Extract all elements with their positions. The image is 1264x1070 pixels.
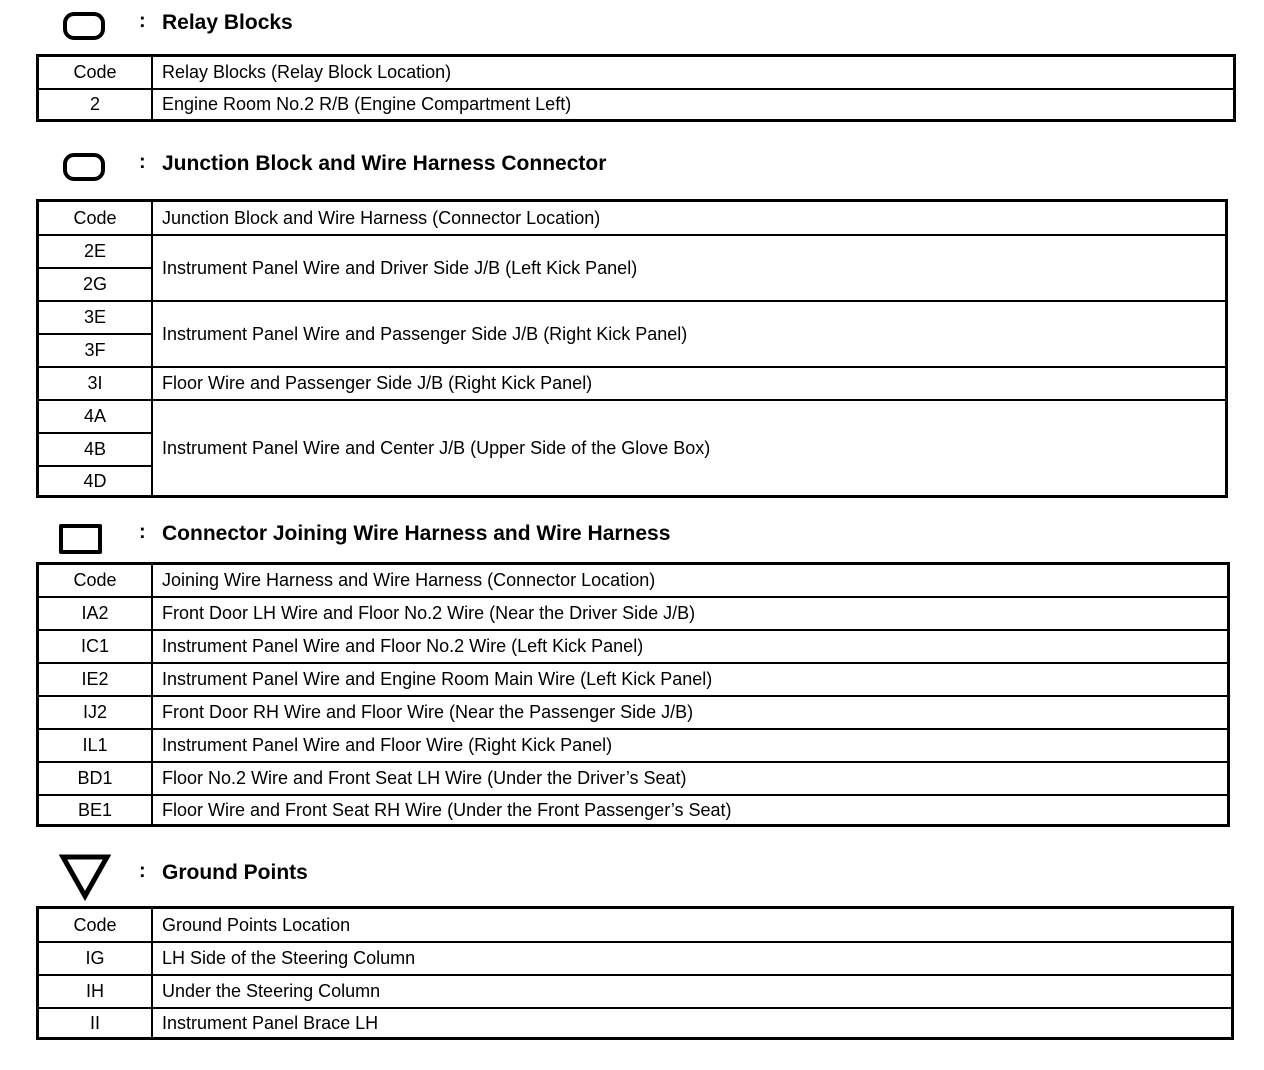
code-cell: 2E [38,235,153,268]
location-cell: Instrument Panel Wire and Floor No.2 Wire (Left Kick Panel) [152,630,1229,663]
junction-block-table [36,199,1228,498]
code-header-cell: Code [38,56,153,89]
section-title: Junction Block and Wire Harness Connector [162,152,607,175]
table-row [38,301,1227,334]
location-cell: LH Side of the Steering Column [152,942,1233,975]
rounded-oval-icon [63,153,105,181]
location-cell: Instrument Panel Wire and Driver Side J/B (Left Kick Panel) [152,235,1227,301]
separator-colon: : [139,151,146,173]
code-cell: IC1 [38,630,153,663]
table-header-row [38,56,1235,89]
section-header-ground-points [0,852,1264,902]
code-cell: IA2 [38,597,153,630]
code-cell: II [38,1008,153,1039]
relay-blocks-table [36,54,1236,122]
table-row [38,1008,1233,1039]
code-cell: IL1 [38,729,153,762]
code-header-cell: Code [38,564,153,597]
table-row [38,975,1233,1008]
location-cell: Engine Room No.2 R/B (Engine Compartment Left) [152,89,1235,121]
table-row [38,696,1229,729]
separator-colon: : [139,521,146,543]
table-row [38,942,1233,975]
location-header-cell: Relay Blocks (Relay Block Location) [152,56,1235,89]
table-row [38,400,1227,433]
code-cell: BD1 [38,762,153,795]
section-header-connector-joining [0,517,1264,557]
code-cell: 4D [38,466,153,497]
table-row [38,89,1235,121]
section-title: Ground Points [162,861,308,884]
location-header-cell: Ground Points Location [152,908,1233,942]
ground-points-table [36,906,1234,1040]
code-header-cell: Code [38,908,153,942]
section-title: Relay Blocks [162,11,293,34]
table-row [38,367,1227,400]
location-cell: Front Door LH Wire and Floor No.2 Wire (Near the Driver Side J/B) [152,597,1229,630]
location-cell: Instrument Panel Wire and Center J/B (Upper Side of the Glove Box) [152,400,1227,497]
code-header-cell: Code [38,201,153,235]
table-row [38,597,1229,630]
location-cell: Front Door RH Wire and Floor Wire (Near the Passenger Side J/B) [152,696,1229,729]
table-header-row [38,564,1229,597]
location-header-cell: Junction Block and Wire Harness (Connector Location) [152,201,1227,235]
table-row [38,235,1227,268]
code-cell: 2G [38,268,153,301]
code-cell: IH [38,975,153,1008]
code-cell: 2 [38,89,153,121]
table-header-row [38,201,1227,235]
separator-colon: : [139,10,146,32]
table-row [38,630,1229,663]
location-cell: Instrument Panel Wire and Passenger Side J/B (Right Kick Panel) [152,301,1227,367]
code-cell: 3I [38,367,153,400]
separator-colon: : [139,860,146,882]
section-header-junction-block [0,146,1264,186]
code-cell: 4B [38,433,153,466]
code-cell: 3E [38,301,153,334]
code-cell: 4A [38,400,153,433]
rounded-oval-icon [63,12,105,40]
section-title: Connector Joining Wire Harness and Wire Harness [162,522,671,545]
table-row [38,795,1229,826]
code-cell: IG [38,942,153,975]
ground-triangle-icon [59,853,111,901]
location-cell: Floor Wire and Front Seat RH Wire (Under the Front Passenger’s Seat) [152,795,1229,826]
location-cell: Floor Wire and Passenger Side J/B (Right Kick Panel) [152,367,1227,400]
location-cell: Instrument Panel Wire and Floor Wire (Right Kick Panel) [152,729,1229,762]
location-cell: Instrument Panel Wire and Engine Room Main Wire (Left Kick Panel) [152,663,1229,696]
location-cell: Under the Steering Column [152,975,1233,1008]
code-cell: IJ2 [38,696,153,729]
table-row [38,663,1229,696]
location-header-cell: Joining Wire Harness and Wire Harness (Connector Location) [152,564,1229,597]
code-cell: 3F [38,334,153,367]
code-cell: BE1 [38,795,153,826]
location-cell: Floor No.2 Wire and Front Seat LH Wire (Under the Driver’s Seat) [152,762,1229,795]
section-header-relay-blocks [0,4,1264,44]
square-icon [59,524,102,554]
table-row [38,762,1229,795]
table-row [38,729,1229,762]
location-cell: Instrument Panel Brace LH [152,1008,1233,1039]
code-cell: IE2 [38,663,153,696]
table-header-row [38,908,1233,942]
connector-joining-table [36,562,1230,827]
